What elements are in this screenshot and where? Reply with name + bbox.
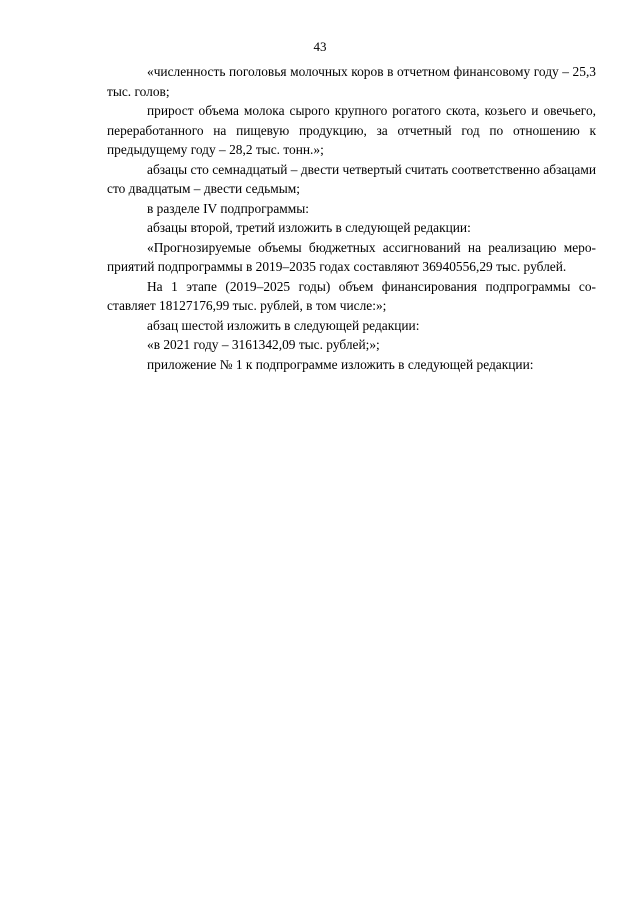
paragraph: «Прогнозируемые объемы бюджетных ассигнований на реализацию мероприятий подпрограммы в 2019–2035 годах составляют 36940556,29 тыс. рублей.: [107, 239, 596, 274]
paragraph: абзацы сто семнадцатый – двести четвертый считать соответственно абзацами сто двадцатым – двести седьмым;: [107, 161, 596, 196]
paragraph: «в 2021 году – 3161342,09 тыс. рублей;»;: [147, 337, 380, 352]
page-number: 43: [313, 39, 327, 54]
paragraph: абзац шестой изложить в следующей редакции:: [147, 317, 420, 333]
paragraph: абзацы второй, третий изложить в следующей редакции:: [147, 220, 471, 235]
paragraph: На 1 этапе (2019–2025 годы) объем финансирования подпрограммы составляет 18127176,99 тыс. рублей, в том числе:»;: [107, 278, 596, 313]
document-body: [107, 62, 596, 374]
paragraph: в разделе IV подпрограммы:: [147, 200, 309, 216]
paragraph: прирост объема молока сырого крупного рогатого скота, козьего и овечьего, переработанного на пищевую продукцию, за отчетный год по отношению к предыдущему году – 28,2 тыс. тонн.»;: [107, 103, 596, 157]
paragraph: приложение № 1 к подпрограмме изложить в следующей редакции:: [147, 356, 534, 372]
paragraph: «численность поголовья молочных коров в отчетном финансовому году – 25,3 тыс. голов;: [107, 64, 596, 99]
